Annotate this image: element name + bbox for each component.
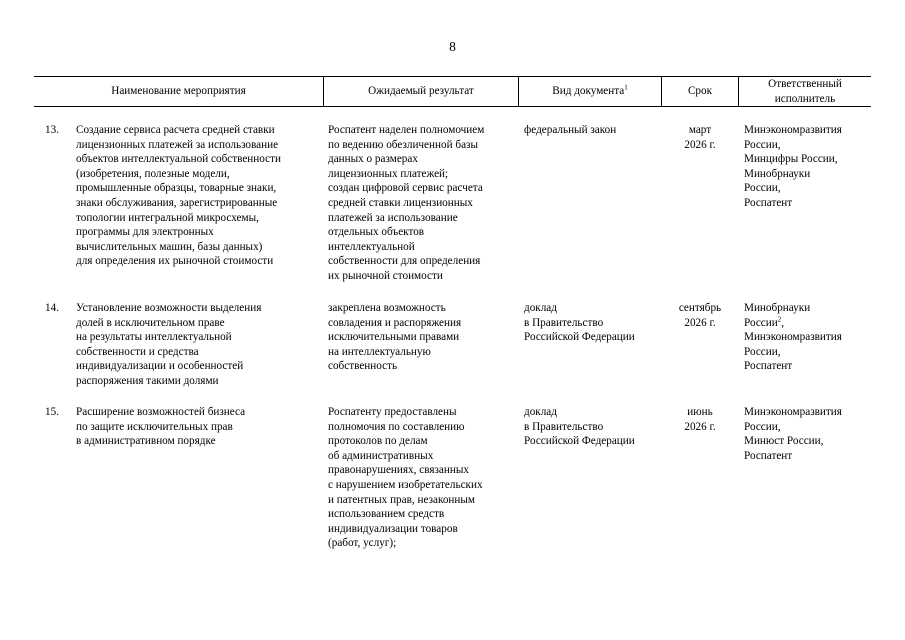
row-doc-type: доклад в Правительство Российской Федерации	[524, 302, 635, 344]
row-result: закреплена возможность совладения и распоряжения исключительными правами на интеллектуальную собственность	[328, 302, 462, 373]
column-header-name-label: Наименование мероприятия	[111, 85, 246, 98]
table-header-bottom-rule	[34, 106, 871, 107]
row-name: Установление возможности выделения долей в исключительном праве на результаты интеллектуальной собственности и средства индивидуализации и особенностей распоряжения такими долями	[76, 302, 262, 387]
row-doc-type: федеральный закон	[524, 124, 617, 136]
row-responsible: Минэкономразвития России, Минцифры России, Минобрнауки России, Роспатент	[744, 124, 842, 209]
footnote-marker: 2	[777, 314, 782, 323]
row-deadline: сентябрь 2026 г.	[678, 302, 722, 329]
row-responsible-part: , Минэкономразвития России, Роспатент	[744, 316, 842, 373]
row-name: Создание сервиса расчета средней ставки лицензионных платежей за использование объектов интеллектуальной собственности (изобретения, полезные модели, промышленные образцы, товарные знаки, знаки обслуживания, зарегистрированные топологии интегральной микросхемы, программы для электронных вычислительных машин, базы данных) для определения их рыночной стоимости	[76, 124, 281, 268]
column-header-doc-type-label: Вид документа	[552, 85, 625, 98]
column-header-name	[34, 77, 323, 106]
footnote-marker: 1	[624, 83, 628, 92]
column-header-responsible-label: Ответственный исполнитель	[768, 77, 842, 105]
column-header-responsible	[739, 77, 871, 106]
row-result: Роспатент наделен полномочием по ведению обезличенной базы данных о размерах лицензионных платежей; создан цифровой сервис расчета средней ставки лицензионных платежей за использование отдельных объектов интеллектуальной собственности для определения их рыночной стоимости	[328, 124, 485, 282]
row-result: Роспатенту предоставлены полномочия по составлению протоколов по делам об административных правонарушениях, связанных с нарушением изобретательских и патентных прав, незаконным использованием средств индивидуализации товаров (работ, услуг);	[328, 406, 483, 550]
row-deadline: март 2026 г.	[684, 124, 716, 151]
row-responsible	[744, 301, 872, 374]
row-doc-type: доклад в Правительство Российской Федерации	[524, 406, 635, 448]
row-name: Расширение возможностей бизнеса по защите исключительных прав в административном порядке	[76, 406, 246, 448]
row-number: 15.	[45, 406, 59, 418]
column-header-result-label: Ожидаемый результат	[368, 85, 474, 98]
column-header-deadline	[662, 77, 738, 106]
column-header-doc-type	[519, 77, 661, 106]
row-responsible-part: Минобрнауки России	[744, 302, 811, 329]
page-number: 8	[449, 39, 456, 54]
row-number: 13.	[45, 124, 59, 136]
row-responsible: Минэкономразвития России, Минюст России, Роспатент	[744, 406, 842, 462]
column-header-deadline-label: Срок	[687, 85, 713, 98]
row-deadline: июнь 2026 г.	[684, 406, 716, 433]
column-header-result	[324, 77, 518, 106]
row-number: 14.	[45, 302, 59, 314]
